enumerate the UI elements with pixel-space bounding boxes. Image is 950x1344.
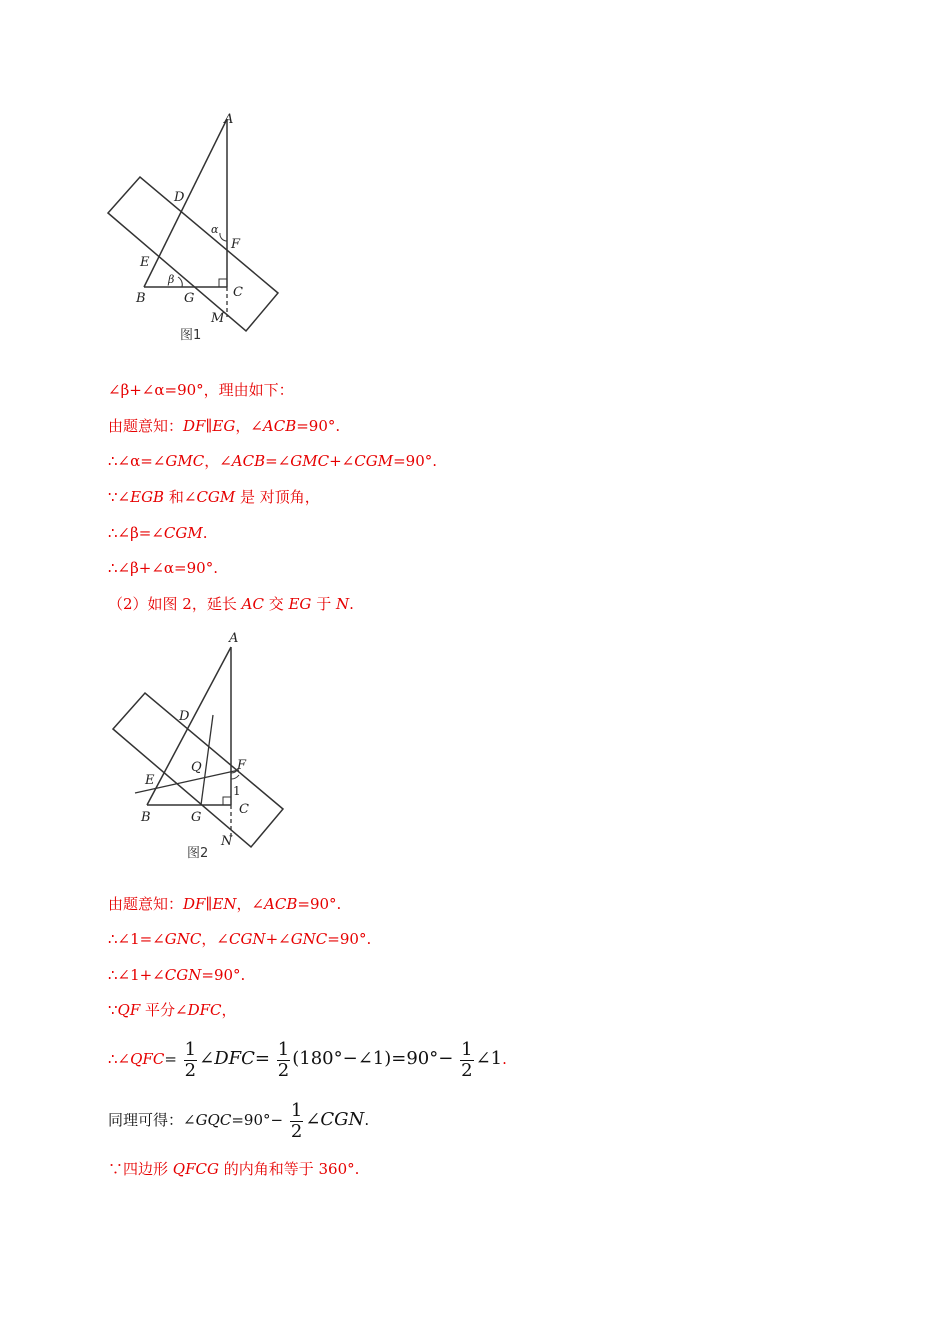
line-4-b: EGB [130,488,165,506]
fraction-half-3 [460,1040,473,1081]
line-2-c: ，∠ [235,417,263,435]
line-7-c: 交 [263,595,289,613]
line-7-f: N [335,595,350,613]
line-7-a: （2）如图 2，延长 [108,595,242,613]
frac3-den: 2 [461,1059,473,1081]
line-3-b: GMC [165,452,205,470]
line-3-e: =∠ [265,452,291,470]
fig1-caption: 图1 [180,328,202,343]
line-3 [108,451,437,471]
line-2 [108,416,340,436]
line-8-e: =90°. [297,895,342,913]
fig2-label-g: G [191,810,202,825]
line-10 [108,965,245,985]
line-11-e: ， [221,1001,237,1019]
frac4-den: 2 [290,1120,303,1142]
line-9 [108,929,371,949]
line-8-c: ，∠ [236,895,265,913]
line-4-d: CGM [196,488,236,506]
line-5-c: . [202,524,208,542]
frac2-num: 1 [277,1038,290,1060]
line-13-b: GQC [195,1111,232,1129]
line-13-f: . [364,1111,370,1129]
line-11-c: 平分∠ [140,1001,188,1019]
frac2-den: 2 [277,1059,290,1081]
line-13-a: 同理可得：∠ [108,1111,196,1129]
line-3-c: ，∠ [204,452,232,470]
line-11-b: QF [117,1001,141,1019]
fig1-label-b: B [136,291,146,306]
line-2-e: =90°. [296,417,341,435]
line-8-d: ACB [264,895,298,913]
figure-2 [105,625,305,865]
line-1 [108,380,294,400]
fraction-half-2 [277,1040,290,1081]
figure-2-diagram [105,625,305,865]
line-4 [108,487,320,507]
line-7-e: 于 [311,595,336,613]
line-8-a: 由题意知： [108,895,184,913]
line-14-b: QFCG [172,1160,219,1178]
line-1-text: ∠β+∠α=90°，理由如下： [108,381,294,399]
line-10-a: ∴∠1+∠ [108,966,165,984]
fig1-label-m: M [211,311,225,326]
line-2-a: 由题意知： [108,417,184,435]
line-7-d: EG [288,595,312,613]
line-4-a: ∵∠ [108,488,131,506]
line-11-d: DFC [187,1001,222,1019]
fig2-caption: 图2 [187,846,209,861]
line-3-a: ∴∠α=∠ [108,452,166,470]
line-9-f: GNC [290,930,328,948]
fig1-label-a: A [224,112,234,127]
line-14-a: ∵四边形 [108,1160,173,1178]
fig2-label-b: B [141,810,151,825]
figure-1-diagram [100,105,300,350]
line-7-g: . [349,595,354,613]
line-12 [108,1037,507,1081]
line-13-e: CGN [320,1109,365,1130]
line-4-c: 和∠ [164,488,197,506]
frac3-num: 1 [461,1038,473,1060]
line-12-b: QFC [130,1050,165,1068]
line-2-b: DF∥EG [183,417,236,435]
line-9-b: GNC [164,930,202,948]
line-12-h: ∠1 [475,1048,503,1069]
fig1-label-f: F [231,237,241,252]
line-4-e: 是 对顶角， [235,488,320,506]
line-10-c: =90°. [201,966,246,984]
fig1-label-g: G [184,291,195,306]
line-14-c: 的内角和等于 360°. [218,1160,360,1178]
line-2-d: ACB [262,417,297,435]
line-7 [108,594,354,614]
fig2-label-d: D [179,709,190,724]
figure-1 [100,105,300,350]
line-13-c: =90°− [231,1111,284,1129]
line-3-h: CGM [354,452,394,470]
fig2-label-q: Q [191,760,202,775]
line-10-b: CGN [164,966,202,984]
frac1-den: 2 [184,1059,197,1081]
fig1-label-e: E [140,255,150,270]
line-12-e: DFC [214,1048,255,1069]
line-9-e: +∠ [265,930,291,948]
fig2-label-c: C [239,802,249,817]
fig2-label-e: E [145,773,155,788]
line-12-c: = [164,1050,177,1068]
fig2-label-1: 1 [233,784,241,798]
line-12-a: ∴∠ [108,1050,131,1068]
line-11-a: ∵ [108,1001,118,1019]
line-12-i: . [502,1050,507,1068]
fraction-half-1 [184,1040,197,1081]
line-3-d: ACB [231,452,266,470]
line-7-b: AC [241,595,264,613]
fig2-label-n: N [221,834,233,849]
line-5 [108,523,208,543]
line-12-f: = [254,1048,271,1069]
line-3-g: +∠ [329,452,355,470]
fig1-label-beta: β [168,273,175,286]
line-9-c: ，∠ [201,930,229,948]
line-12-g: (180°−∠1)=90°− [292,1048,454,1069]
line-14 [108,1159,359,1179]
line-9-a: ∴∠1=∠ [108,930,165,948]
fig2-label-f: F [237,758,247,773]
line-9-g: =90°. [327,930,372,948]
line-9-d: CGN [228,930,266,948]
line-3-f: GMC [290,452,330,470]
fig1-label-d: D [174,190,185,205]
line-5-a: ∴∠β=∠ [108,524,164,542]
line-13-d: ∠ [305,1109,321,1130]
line-6-a: ∴∠β+∠α=90°. [108,559,218,577]
fig1-label-c: C [233,285,243,300]
line-8-b: DF∥EN [183,895,237,913]
line-8 [108,894,341,914]
line-3-i: =90°. [393,452,438,470]
fig2-label-a: A [229,631,239,646]
frac1-num: 1 [184,1038,197,1060]
frac4-num: 1 [290,1099,303,1121]
line-5-b: CGM [163,524,203,542]
line-11 [108,1000,237,1020]
line-12-d: ∠ [199,1048,215,1069]
fraction-half-4 [290,1101,303,1142]
line-13 [108,1098,369,1142]
fig1-label-alpha: α [211,223,219,236]
line-6 [108,558,218,578]
